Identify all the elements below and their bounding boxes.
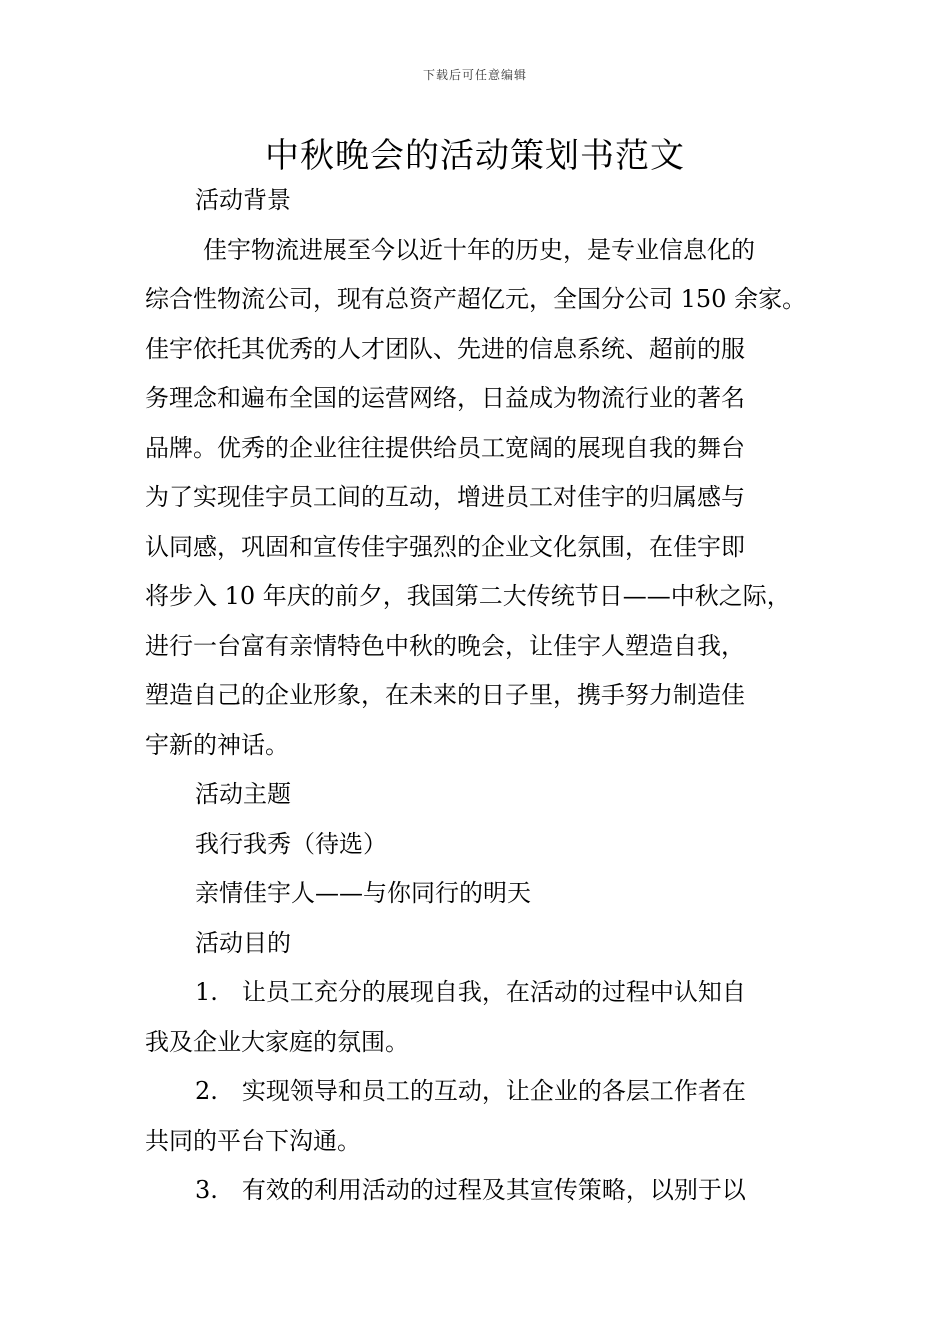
paragraph-line: 进行一台富有亲情特色中秋的晚会，让佳宇人塑造自我， bbox=[145, 631, 745, 660]
document-title: 中秋晚会的活动策划书范文 bbox=[265, 136, 685, 176]
paragraph-line: 宇新的神话。 bbox=[145, 730, 289, 759]
purpose-item-2: 2. 实现领导和员工的互动，让企业的各层工作者在 bbox=[195, 1077, 746, 1105]
paragraph-line: 塑造自己的企业形象，在未来的日子里，携手努力制造佳 bbox=[145, 681, 745, 709]
theme-option: 亲情佳宇人——与你同行的明天 bbox=[195, 879, 531, 907]
paragraph-line: 品牌。优秀的企业往往提供给员工宽阔的展现自我的舞台 bbox=[145, 433, 745, 462]
purpose-item-2-cont: 共同的平台下沟通。 bbox=[145, 1126, 361, 1155]
section-heading-purpose: 活动目的 bbox=[195, 928, 291, 957]
purpose-item-3: 3. 有效的利用活动的过程及其宣传策略，以别于以 bbox=[195, 1176, 746, 1204]
paragraph-line: 为了实现佳宇员工间的互动，增进员工对佳宇的归属感与 bbox=[145, 483, 745, 511]
section-heading-theme: 活动主题 bbox=[195, 780, 291, 808]
paragraph-line: 务理念和遍布全国的运营网络，日益成为物流行业的著名 bbox=[145, 384, 745, 412]
document-body bbox=[145, 176, 825, 1216]
theme-option: 我行我秀（待选） bbox=[195, 829, 387, 858]
section-heading-background: 活动背景 bbox=[195, 186, 291, 214]
paragraph-line: 认同感，巩固和宣传佳宇强烈的企业文化氛围，在佳宇即 bbox=[145, 532, 745, 561]
paragraph-line: 佳宇物流进展至今以近十年的历史，是专业信息化的 bbox=[203, 235, 755, 264]
paragraph-line: 综合性物流公司，现有总资产超亿元，全国分公司 150 余家。 bbox=[145, 285, 807, 313]
purpose-item-1-cont: 我及企业大家庭的氛围。 bbox=[145, 1027, 409, 1056]
header-note: 下载后可任意编辑 bbox=[422, 68, 527, 82]
paragraph-line: 将步入 10 年庆的前夕，我国第二大传统节日——中秋之际， bbox=[145, 582, 791, 610]
purpose-item-1: 1. 让员工充分的展现自我，在活动的过程中认知自 bbox=[195, 978, 746, 1006]
paragraph-line: 佳宇依托其优秀的人才团队、先进的信息系统、超前的服 bbox=[145, 334, 745, 363]
